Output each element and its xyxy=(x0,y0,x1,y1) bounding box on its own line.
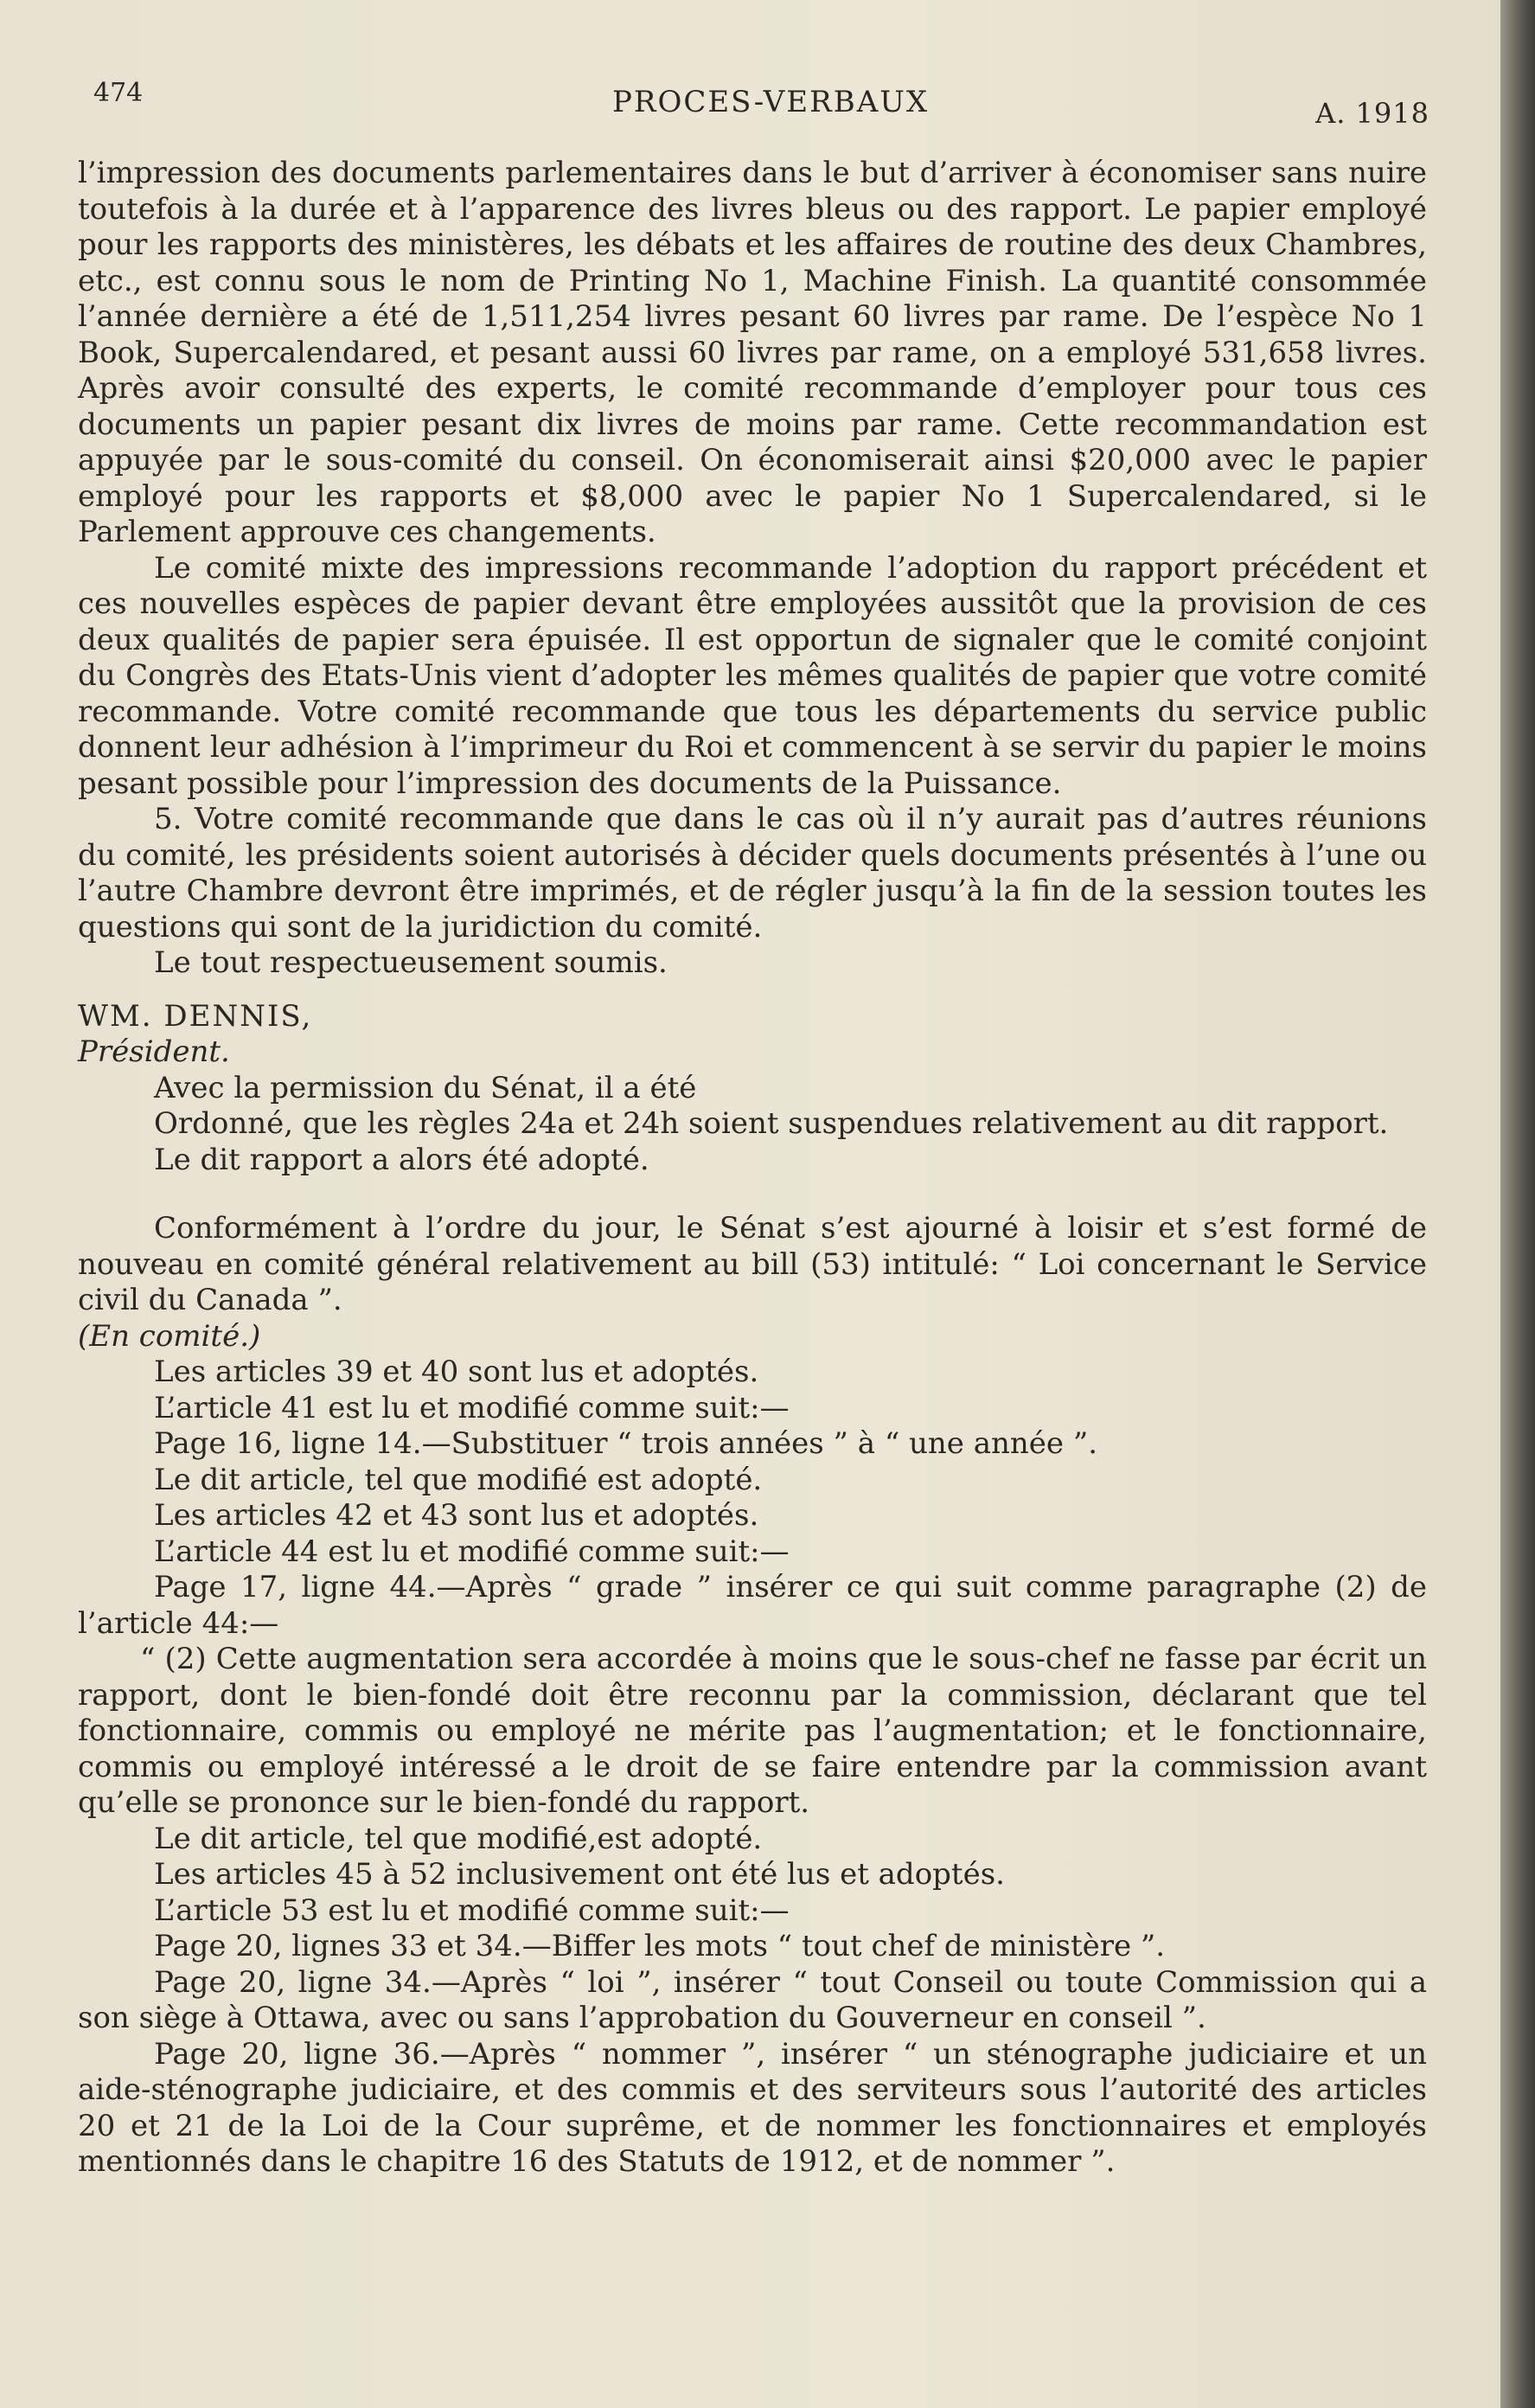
paragraph: Ordonné, que les règles 24a et 24h soient suspendues relativement au dit rapport. xyxy=(154,1106,1389,1141)
paragraph: Le dit article, tel que modifié est adopté. xyxy=(154,1462,763,1497)
page-header xyxy=(93,78,1429,130)
paragraph: L’article 44 est lu et modifié comme suit:— xyxy=(154,1534,790,1569)
signature-name: WM. DENNIS, xyxy=(78,998,313,1034)
paragraph: L’article 53 est lu et modifié comme suit:— xyxy=(154,1892,790,1928)
page-body xyxy=(78,156,1427,2181)
page-number: 474 xyxy=(93,78,144,108)
paragraph: Conformément à l’ordre du jour, le Sénat s’est ajourné à loisir et s’est formé de nouveau en comité général relativement au bill (53) intitulé: “ Loi concernant le Service civil du Canada ”. xyxy=(78,1211,1427,1317)
paragraph: 5. Votre comité recommande que dans le cas où il n’y aurait pas d’autres réunions du comité, les présidents soient autorisés à décider quels documents présentés à l’une ou l’autre Chambre devront être imprimés, et de régler jusqu’à la fin de la session toutes les questions qui sont de la juridiction du comité. xyxy=(78,802,1427,945)
paragraph: l’impression des documents parlementaires dans le but d’arriver à économiser sans nuire toutefois à la durée et à l’apparence des livres bleus ou des rapport. Le papier employé pour les rapports des ministères, les débats et les affaires de routine des deux Chambres, etc., est connu sous le nom de Printing No 1, Machine Finish. La quantité consommée l’année dernière a été de 1,511,254 livres pesant 60 livres par rame. De l’espèce No 1 Book, Supercalendared, et pesant aussi 60 livres par rame, on a employé 531,658 livres. Après avoir consulté des experts, le comité recommande d’employer pour tous ces documents un papier pesant dix livres de moins par rame. Cette recommandation est appuyée par le sous-comité du conseil. On économiserait ainsi $20,000 avec le papier employé pour les rapports et $8,000 avec le papier No 1 Supercalendared, si le Parlement approuve ces changements. xyxy=(78,156,1427,549)
signature-title: Président. xyxy=(78,1034,230,1069)
paragraph: Le comité mixte des impressions recommande l’adoption du rapport précédent et ces nouvelles espèces de papier devant être employées aussitôt que la provision de ces deux qualités de papier sera épuisée. Il est opportun de signaler que le comité conjoint du Congrès des Etats-Unis vient d’adopter les mêmes qualités de papier que votre comité recommande. Votre comité recommande que tous les départements du service public donnent leur adhésion à l’imprimeur du Roi et commencent à se servir du papier le moins pesant possible pour l’impression des documents de la Puissance. xyxy=(78,550,1427,801)
running-title: PROCES-VERBAUX xyxy=(612,85,930,119)
section-spacer xyxy=(78,1178,1427,1211)
closing-line: Le tout respectueusement soumis. xyxy=(154,945,668,980)
paragraph: Page 16, ligne 14.—Substituer “ trois années ” à “ une année ”. xyxy=(154,1426,1098,1461)
year-label: A. 1918 xyxy=(1315,97,1429,130)
paragraph: Avec la permission du Sénat, il a été xyxy=(154,1070,697,1105)
paragraph: Page 20, ligne 34.—Après “ loi ”, insérer “ tout Conseil ou toute Commission qui a son siège à Ottawa, avec ou sans l’approbation du Gouverneur en conseil ”. xyxy=(78,1964,1427,2035)
paragraph: Le dit article, tel que modifié,est adopté. xyxy=(154,1821,763,1856)
paragraph: “ (2) Cette augmentation sera accordée à moins que le sous-chef ne fasse par écrit un rapport, dont le bien-fondé doit être reconnu par la commission, déclarant que tel fonctionnaire, commis ou employé ne mérite pas l’augmentation; et le fonctionnaire, commis ou employé intéressé a le droit de se faire entendre par la commission avant qu’elle se prononce sur le bien-fondé du rapport. xyxy=(78,1642,1427,1820)
paragraph: Le dit rapport a alors été adopté. xyxy=(154,1142,649,1177)
paragraph: Page 20, lignes 33 et 34.—Biffer les mots “ tout chef de ministère ”. xyxy=(154,1929,1166,1963)
section-heading: (En comité.) xyxy=(78,1318,261,1354)
paragraph: Les articles 45 à 52 inclusivement ont été lus et adoptés. xyxy=(154,1857,1005,1892)
paragraph: L’article 41 est lu et modifié comme suit:— xyxy=(154,1390,790,1425)
paragraph: Les articles 42 et 43 sont lus et adoptés. xyxy=(154,1498,759,1533)
paragraph: Page 20, ligne 36.—Après “ nommer ”, insérer “ un sténographe judiciaire et un aide-sténographe judiciaire, et des commis et des serviteurs sous l’autorité des articles 20 et 21 de la Loi de la Cour suprême, et de nommer les fonctionnaires et employés mentionnés dans le chapitre 16 des Statuts de 1912, et de nommer ”. xyxy=(78,2036,1427,2179)
paragraph: Page 17, ligne 44.—Après “ grade ” insérer ce qui suit comme paragraphe (2) de l’article 44:— xyxy=(78,1570,1427,1641)
paragraph: Les articles 39 et 40 sont lus et adoptés. xyxy=(154,1354,759,1389)
book-spine-edge xyxy=(1500,0,1535,2408)
